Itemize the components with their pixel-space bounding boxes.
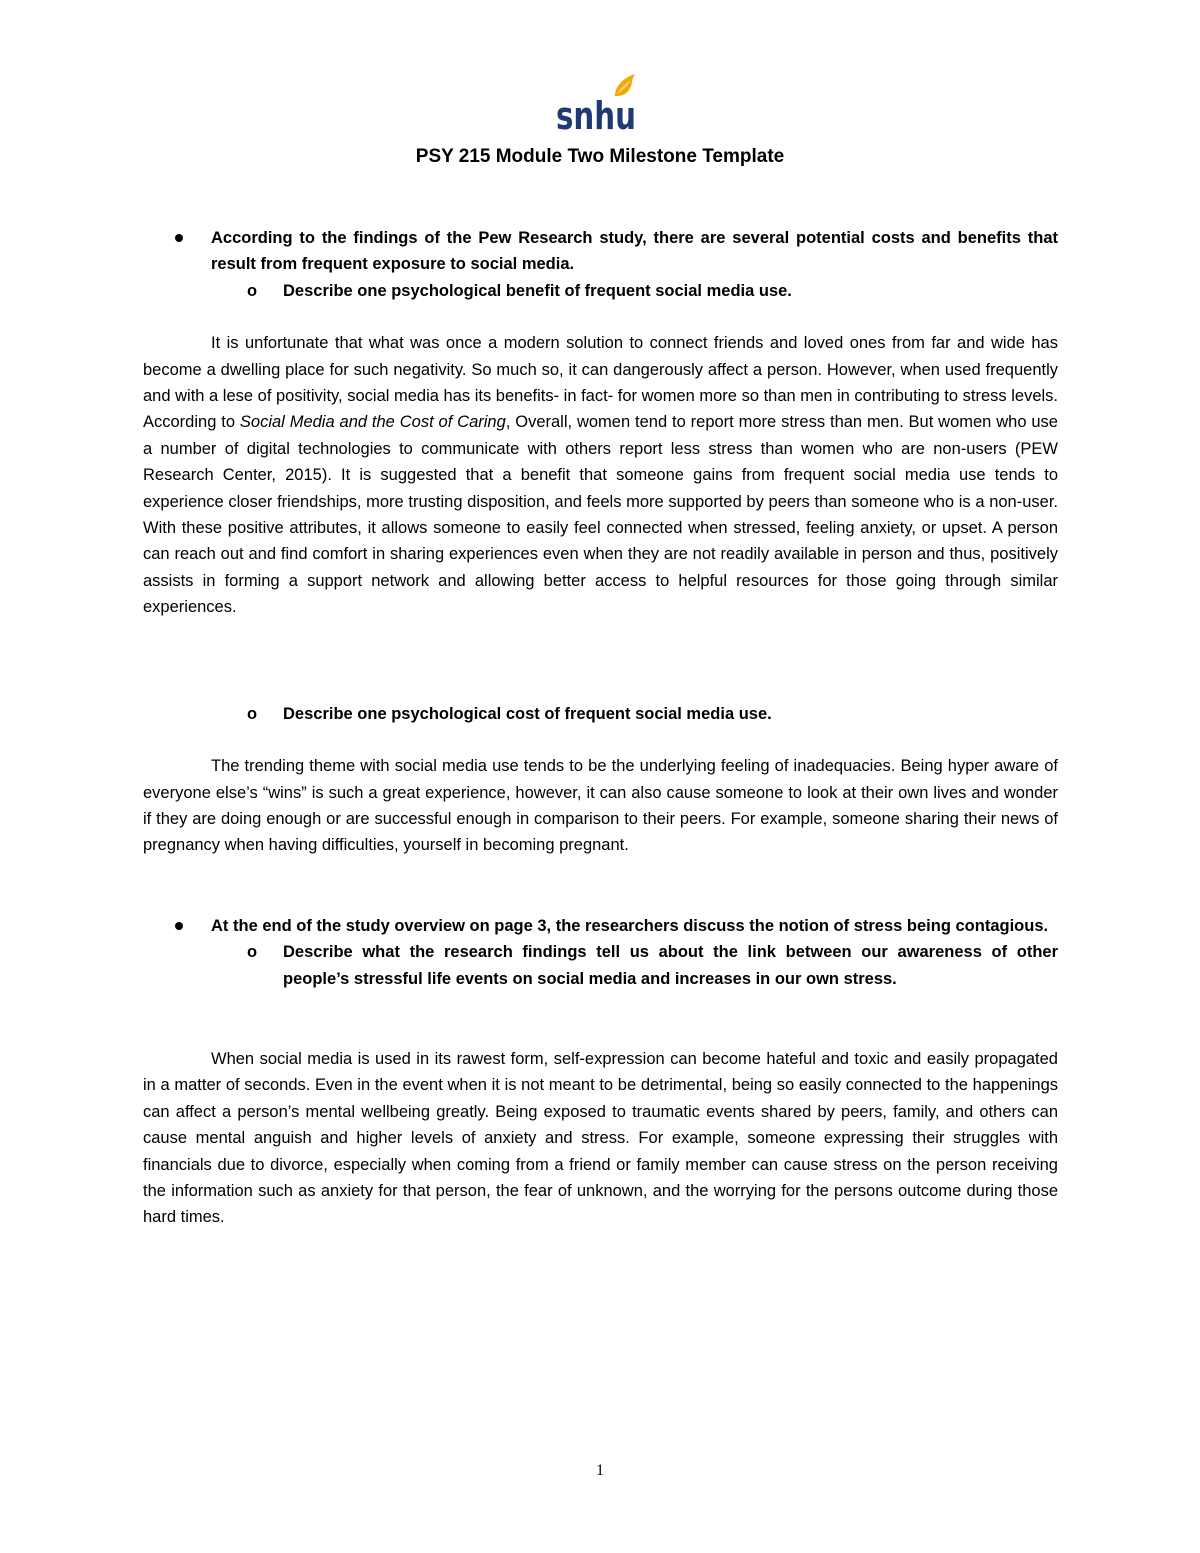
- answer-paragraph-cost: The trending theme with social media use tends to be the underlying feeling of inadequacies. Being hyper aware of everyone else’s “wins” is such a great experience, however, it can also cause someone to look at their own lives and wonder if they are doing enough or are successful enough in comparison to their peers. For example, someone sharing their news of pregnancy when having difficulties, yourself in becoming pregnant.: [143, 757, 1058, 855]
- snhu-logo: [555, 74, 639, 138]
- bullet-item-costs-benefits: [143, 225, 1058, 278]
- sub-question-text: Describe what the research findings tell us about the link between our awareness of other people’s stressful life events on social media and increases in our own stress.: [283, 943, 1058, 988]
- sub-question-text: Describe one psychological cost of frequent social media use.: [283, 704, 772, 723]
- article-title: Social Media and the Cost of Caring: [239, 413, 506, 432]
- sub-question-benefit: [143, 278, 1058, 304]
- answer-text: It is unfortunate that what was once a modern solution to connect friends and loved ones from far and wide has become a dwelling place for such negativity. So much so, it can dangerously affect a person. However, when used frequently and with a lese of positivity, social media has its benefits- in fact- for women more so than men in contributing to stress levels. According to: [143, 334, 1058, 432]
- bullet-dot-icon: [175, 234, 183, 242]
- logo-wordmark: snhu: [556, 94, 636, 138]
- answer-paragraph-stress: When social media is used in its rawest form, self-expression can become hateful and toxic and easily propagated in a matter of seconds. Even in the event when it is not meant to be detrimental, being so easily connected to the happenings can affect a person’s mental wellbeing greatly. Being exposed to traumatic events shared by peers, family, and others can cause mental anguish and higher levels of anxiety and stress. For example, someone expressing their struggles with financials due to divorce, especially when coming from a friend or family member can cause stress on the person receiving the information such as anxiety for that person, the fear of unknown, and the worrying for the persons outcome during those hard times.: [143, 1049, 1058, 1227]
- bullet-dot-icon: [175, 922, 183, 930]
- sub-question-stress-link: [143, 939, 1058, 992]
- bullet-text: According to the findings of the Pew Research study, there are several potential costs and benefits that result from frequent exposure to social media.: [211, 229, 1058, 274]
- sub-bullet-marker: o: [247, 704, 258, 723]
- document-title: PSY 215 Module Two Milestone Template: [415, 146, 785, 167]
- bullet-item-stress-contagious: [143, 913, 1058, 939]
- answer-paragraph-benefit: [143, 330, 1058, 620]
- sub-question-cost: [143, 701, 1058, 727]
- page-number: 1: [596, 1462, 604, 1479]
- sub-bullet-marker: o: [247, 281, 258, 300]
- sub-question-text: Describe one psychological benefit of frequent social media use.: [283, 281, 792, 300]
- sub-bullet-marker: o: [247, 943, 258, 962]
- answer-text: , Overall, women tend to report more stress than men. But women who use a number of digital technologies to communicate with others report less stress than women who are non-users (PEW Research Center, 2015). It is suggested that a benefit that someone gains from frequent social media use tends to experience closer friendships, more trusting disposition, and feels more supported by peers than someone who is a non-user. With these positive attributes, it allows someone to easily feel connected when stressed, feeling anxiety, or upset. A person can reach out and find comfort in sharing experiences even when they are not readily available in person and thus, positively assists in forming a support network and allowing better access to helpful resources for those going through similar experiences.: [143, 413, 1058, 617]
- bullet-text: At the end of the study overview on page 3, the researchers discuss the notion of stress being contagious.: [211, 916, 1049, 935]
- document-body: [143, 225, 1058, 1231]
